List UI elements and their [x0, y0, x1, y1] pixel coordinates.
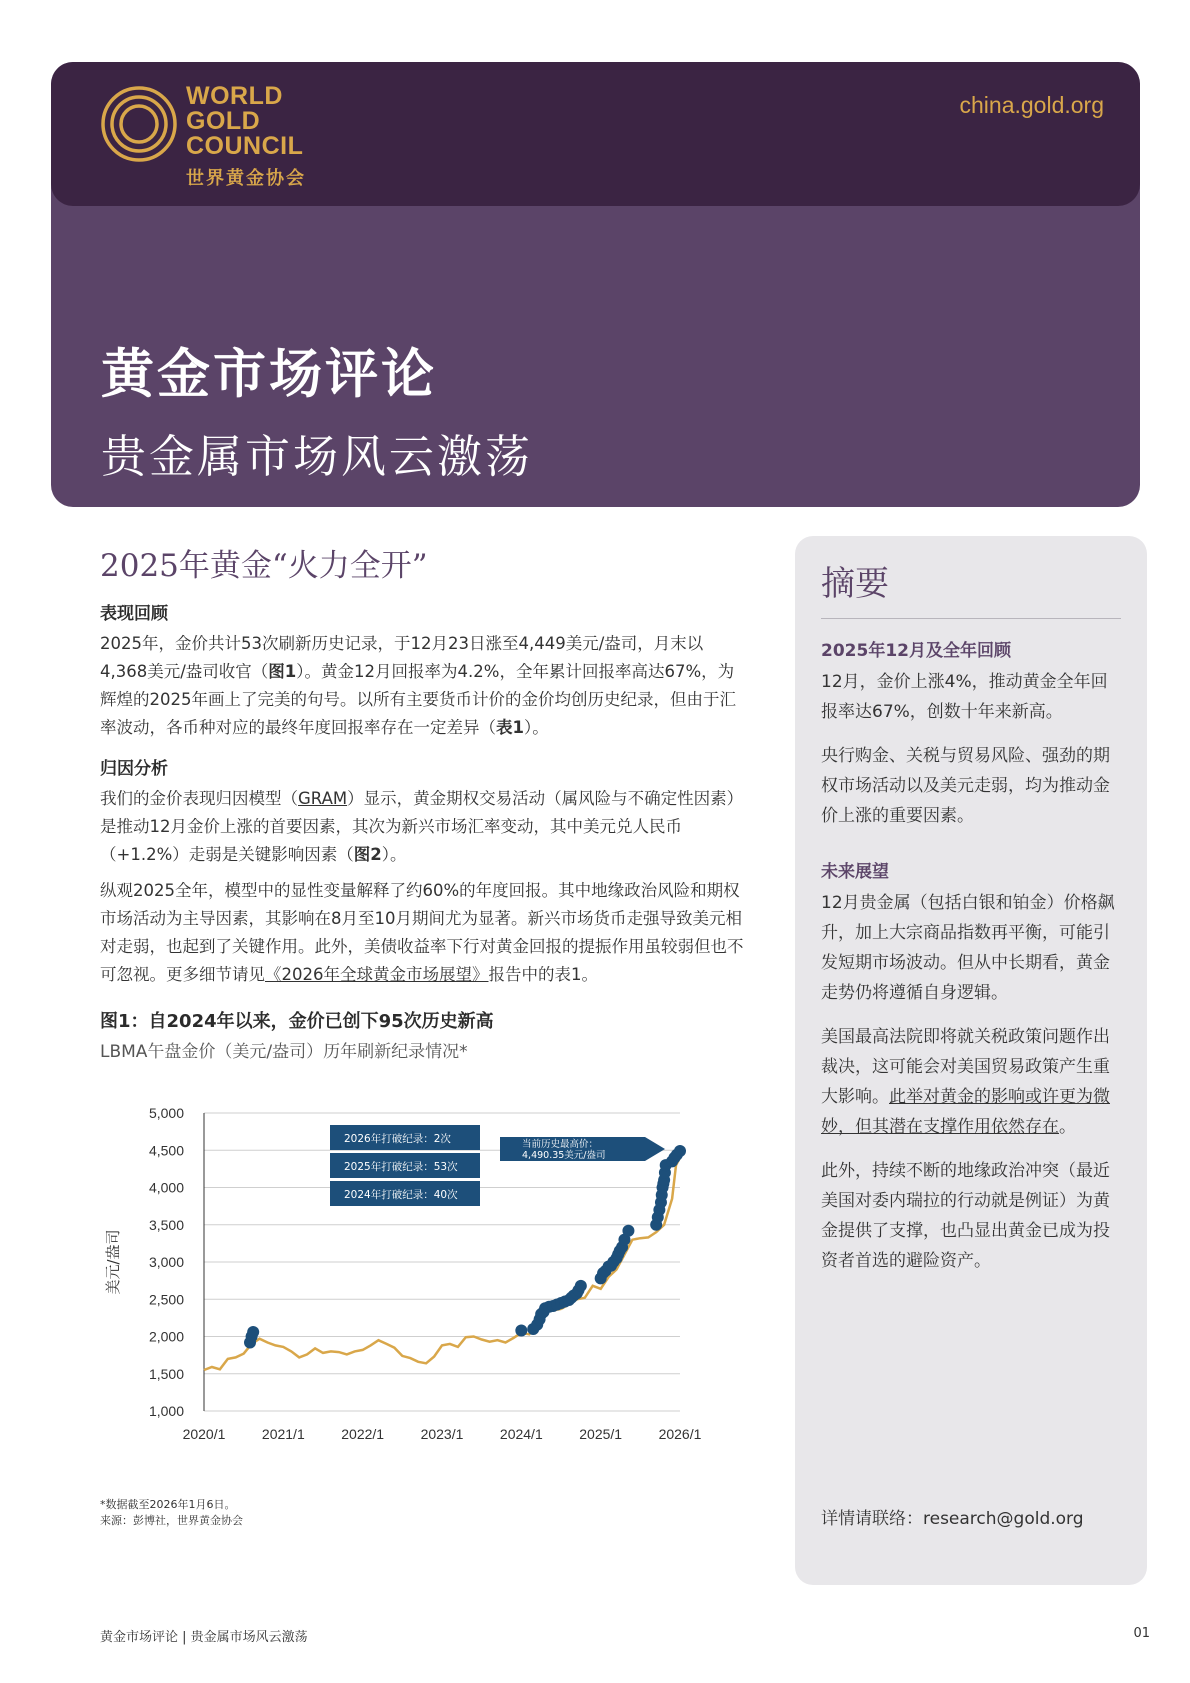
- chart-notes: [100, 1497, 243, 1529]
- sidebar-p3: 12月贵金属（包括白银和铂金）价格飙升，加上大宗商品指数再平衡，可能引发短期市场波动。但从中长期看，黄金走势仍将遵循自身逻辑。: [821, 893, 1115, 1003]
- page-subtitle: 贵金属市场风云激荡: [101, 430, 534, 483]
- p3-text-a: 纵观2025全年，模型中的显性变量解释了约60%的年度回报。其中地缘政治风险和期权市场活动为主导因素，其影响在8月至10月期间尤为显著。新兴市场货币走强导致美元相对走弱，也起到了关键作用。此外，美债收益率下行对黄金回报的提振作用虽较弱但也不可忽视。更多细节请见: [100, 881, 744, 984]
- record-high-point: [515, 1325, 527, 1337]
- footnote: *数据截至2026年1月6日。: [100, 1498, 236, 1511]
- source-note: 来源：彭博社，世界黄金协会: [100, 1514, 243, 1527]
- logo-wordmark: [186, 84, 303, 159]
- y-tick-label: 1,500: [148, 1365, 184, 1382]
- x-tick-label: 2020/1: [182, 1426, 226, 1442]
- gram-link[interactable]: GRAM: [298, 789, 348, 808]
- sidebar-p4-text: 美国最高法院即将就关税政策问题作出裁决，这可能会对美国贸易政策产生重大影响。: [821, 1027, 1110, 1107]
- sidebar-heading-review: 2025年12月及全年回顾: [821, 641, 1011, 661]
- heading-performance: 表现回顾: [100, 604, 168, 624]
- logo-line-1: WORLD: [186, 82, 283, 110]
- y-tick-label: 1,000: [148, 1403, 184, 1419]
- sidebar-p4-link[interactable]: 此举对黄金的影响或许更为微妙，但其潜在支撑作用依然存在: [821, 1087, 1110, 1137]
- logo-chinese: 世界黄金协会: [186, 168, 306, 189]
- header-top-bar: [51, 62, 1140, 206]
- paragraph-annual: [100, 877, 750, 989]
- sidebar-heading-outlook: 未来展望: [821, 862, 889, 882]
- header-banner: [51, 62, 1140, 507]
- p2-text-b: ）显示，黄金期权交易活动（属风险与不确定性因素）是推动12月金价上涨的首要因素，其次为新兴市场汇率变动，其中美元兑人民币（+1.2%）走弱是关键影响因素（: [100, 789, 744, 864]
- record-high-point: [622, 1225, 634, 1237]
- paragraph-performance: [100, 630, 750, 742]
- site-link[interactable]: china.gold.org: [959, 92, 1104, 118]
- legend-label: 2024年打破纪录：40次: [344, 1189, 458, 1201]
- summary-sidebar: [795, 536, 1147, 1585]
- x-tick-label: 2021/1: [261, 1426, 305, 1442]
- fig1-ref[interactable]: 图1: [268, 662, 297, 681]
- sidebar-p5: 此外，持续不断的地缘政治冲突（最近美国对委内瑞拉的行动就是例证）为黄金提供了支撑，也凸显出黄金已成为投资者首选的避险资产。: [821, 1161, 1110, 1271]
- annotation-line-2: 4,490.35美元/盎司: [522, 1150, 606, 1161]
- x-tick-label: 2025/1: [579, 1426, 623, 1442]
- sidebar-p1: 12月，金价上涨4%，推动黄金全年回报率达67%，创数十年来新高。: [821, 672, 1108, 722]
- page-number: 01: [1133, 1626, 1150, 1641]
- x-tick-label: 2024/1: [499, 1426, 543, 1442]
- page-title: 黄金市场评论: [101, 344, 437, 405]
- table1-ref[interactable]: 表1: [496, 718, 524, 737]
- figure-title: 图1：自2024年以来，金价已创下95次历史新高: [100, 1011, 494, 1032]
- y-tick-label: 4,500: [148, 1142, 184, 1159]
- p1-text-c: ）。: [523, 718, 549, 737]
- contact-info[interactable]: 详情请联络：research@gold.org: [821, 1509, 1084, 1529]
- sidebar-body: [821, 636, 1121, 1290]
- p3-text-b: 报告中的表1。: [488, 965, 598, 984]
- y-tick-label: 3,000: [148, 1254, 184, 1270]
- legend-label: 2025年打破纪录：53次: [344, 1161, 458, 1173]
- logo-line-3: COUNCIL: [186, 132, 304, 160]
- p1-text-a: 2025年，金价共计53次刷新历史记录，于12月23日涨至4,449美元/盎司，月末以4,368美元/盎司收官（: [100, 634, 704, 681]
- main-content: [100, 540, 750, 1062]
- sidebar-title: 摘要: [821, 564, 889, 604]
- x-tick-label: 2023/1: [420, 1426, 464, 1442]
- record-high-point: [247, 1326, 259, 1338]
- y-tick-label: 3,500: [148, 1216, 184, 1233]
- sidebar-p2: 央行购金、关税与贸易风险、强劲的期权市场活动以及美元走弱，均为推动金价上涨的重要因素。: [821, 746, 1110, 826]
- x-tick-label: 2022/1: [341, 1426, 385, 1442]
- p1-text-b: ）。黄金12月回报率为4.2%，全年累计回报率高达67%，为辉煌的2025年画上了完美的句号。以所有主要货币计价的金价均创历史纪录，但由于汇率波动，各币种对应的最终年度回报率存在一定差异（: [100, 662, 736, 737]
- y-axis-label: 美元/盎司: [104, 1229, 122, 1295]
- y-tick-label: 2,500: [148, 1291, 184, 1308]
- p2-text-a: 我们的金价表现归因模型（: [100, 789, 298, 808]
- x-tick-label: 2026/1: [658, 1426, 702, 1442]
- sidebar-divider: [821, 618, 1121, 619]
- fig2-ref[interactable]: 图2: [353, 845, 382, 864]
- footer-title: 黄金市场评论 | 贵金属市场风云激荡: [100, 1630, 308, 1645]
- annotation-line-1: 当前历史最高价：: [522, 1139, 599, 1150]
- logo-line-2: GOLD: [186, 107, 261, 135]
- gold-price-chart: [100, 1085, 760, 1485]
- sidebar-p4-end: 。: [1059, 1117, 1076, 1137]
- outlook-report-link[interactable]: 《2026年全球黄金市场展望》: [265, 965, 489, 984]
- record-high-point: [674, 1145, 686, 1157]
- section-title: 2025年黄金“火力全开”: [100, 548, 428, 584]
- sidebar-p4: [821, 1022, 1121, 1142]
- p2-text-c: ）。: [381, 845, 407, 864]
- y-tick-label: 4,000: [148, 1179, 184, 1196]
- wgc-logo-icon: [99, 84, 179, 164]
- heading-attribution: 归因分析: [100, 759, 168, 779]
- y-tick-label: 5,000: [148, 1105, 184, 1121]
- record-high-point: [575, 1280, 587, 1292]
- paragraph-attribution: [100, 785, 750, 869]
- y-tick-label: 2,000: [148, 1328, 184, 1345]
- figure-subtitle: LBMA午盘金价（美元/盎司）历年刷新纪录情况*: [100, 1042, 468, 1062]
- legend-label: 2026年打破纪录：2次: [344, 1133, 451, 1145]
